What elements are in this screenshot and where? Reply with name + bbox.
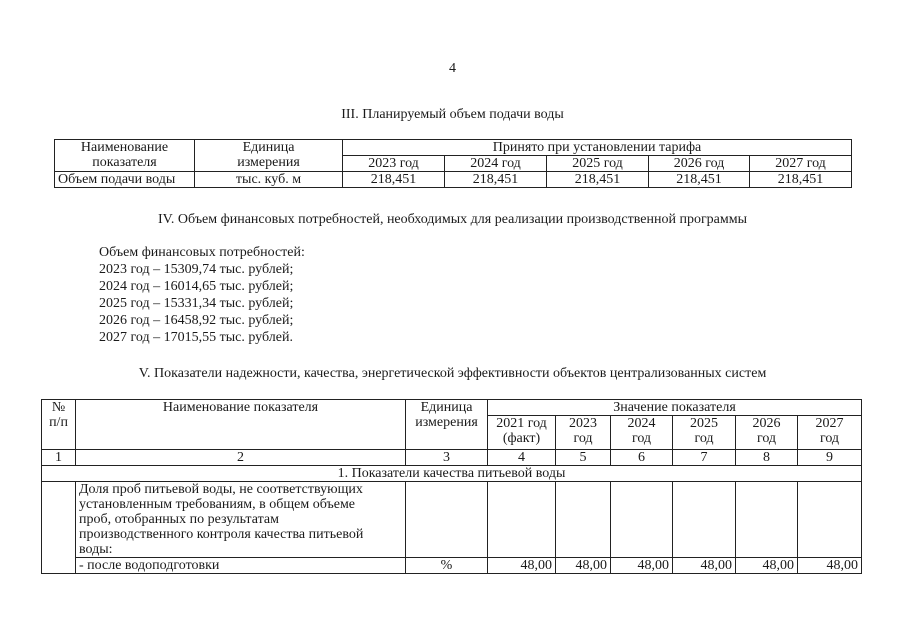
table-cell <box>798 482 862 558</box>
year-header <box>736 416 798 450</box>
table-cell: 48,00 <box>673 558 736 574</box>
group-row <box>42 466 862 482</box>
header-text: 2024 <box>627 416 656 431</box>
table-cell: 218,451 <box>343 172 445 188</box>
col-unit-header <box>195 140 343 172</box>
column-number: 8 <box>736 450 798 466</box>
year-header: 2024 год <box>445 156 547 172</box>
table-row <box>42 558 862 574</box>
table-cell: 48,00 <box>736 558 798 574</box>
col-unit-header <box>406 400 488 450</box>
section-4-title: IV. Объем финансовых потребностей, необходимых для реализации производственной программы <box>157 212 748 227</box>
table-header-row <box>42 400 862 416</box>
table-cell <box>673 482 736 558</box>
group-title: 1. Показатели качества питьевой воды <box>42 466 862 482</box>
col-name-header <box>55 140 195 172</box>
column-number: 3 <box>406 450 488 466</box>
header-text: год <box>756 431 777 446</box>
indicator-line: проб, отобранных по результатам <box>79 512 279 527</box>
column-number-row <box>42 450 862 466</box>
section-3-title: III. Планируемый объем подачи воды <box>341 107 564 122</box>
col-group-header: Принято при установлении тарифа <box>343 140 852 156</box>
header-text: (факт) <box>502 431 541 446</box>
table-cell <box>42 482 76 574</box>
column-number: 9 <box>798 450 862 466</box>
table-cell: 48,00 <box>798 558 862 574</box>
header-text: год <box>819 431 840 446</box>
indicators-table <box>41 399 862 574</box>
header-text: показателя <box>92 155 157 170</box>
column-number: 7 <box>673 450 736 466</box>
table-row <box>55 172 852 188</box>
year-header <box>488 416 556 450</box>
water-supply-table <box>54 139 852 188</box>
table-cell: 48,00 <box>556 558 611 574</box>
list-item: 2025 год – 15331,34 тыс. рублей; <box>99 296 294 311</box>
table-cell: 48,00 <box>488 558 556 574</box>
table-cell: 48,00 <box>611 558 673 574</box>
row-unit: тыс. куб. м <box>195 172 343 188</box>
row-name: Объем подачи воды <box>55 172 195 188</box>
row-name: - после водоподготовки <box>76 558 406 574</box>
list-item: 2024 год – 16014,65 тыс. рублей; <box>99 279 294 294</box>
column-number: 2 <box>76 450 406 466</box>
column-number: 1 <box>42 450 76 466</box>
year-header <box>673 416 736 450</box>
table-cell <box>556 482 611 558</box>
indicator-line: воды: <box>79 542 113 557</box>
header-text: измерения <box>237 155 300 170</box>
header-text: 2027 <box>815 416 844 431</box>
indicator-line: производственного контроля качества питьевой <box>79 527 364 542</box>
list-item: 2026 год – 16458,92 тыс. рублей; <box>99 313 294 328</box>
header-text: п/п <box>49 415 68 430</box>
column-number: 5 <box>556 450 611 466</box>
table-cell <box>488 482 556 558</box>
year-header: 2026 год <box>649 156 750 172</box>
financial-needs-list <box>99 244 305 346</box>
col-num-header <box>42 400 76 450</box>
year-header <box>611 416 673 450</box>
table-cell: 218,451 <box>649 172 750 188</box>
page-number: 4 <box>449 61 456 76</box>
section-5-title: V. Показатели надежности, качества, энергетической эффективности объектов централизованных систем <box>138 366 767 381</box>
indicator-name <box>76 482 406 558</box>
header-text: 2023 <box>569 416 597 431</box>
col-name-header: Наименование показателя <box>76 400 406 450</box>
table-cell: 218,451 <box>750 172 852 188</box>
year-header <box>798 416 862 450</box>
column-number: 4 <box>488 450 556 466</box>
header-text: год <box>694 431 714 446</box>
year-header: 2025 год <box>547 156 649 172</box>
indicator-line: установленным требованиям, в общем объеме <box>79 497 356 512</box>
header-text: 2025 <box>690 416 718 431</box>
table-header-row <box>55 140 852 156</box>
year-header: 2023 год <box>343 156 445 172</box>
table-cell <box>611 482 673 558</box>
header-text: измерения <box>415 415 478 430</box>
table-cell <box>736 482 798 558</box>
header-text: год <box>631 431 652 446</box>
table-cell: 218,451 <box>547 172 649 188</box>
header-text: Наименование <box>80 140 169 155</box>
year-header: 2027 год <box>750 156 852 172</box>
year-header <box>556 416 611 450</box>
list-item: 2027 год – 17015,55 тыс. рублей. <box>99 330 293 345</box>
header-text: год <box>573 431 593 446</box>
indicator-line: Доля проб питьевой воды, не соответствующих <box>79 482 363 497</box>
header-text: Единица <box>242 140 295 155</box>
column-number: 6 <box>611 450 673 466</box>
list-item: 2023 год – 15309,74 тыс. рублей; <box>99 262 294 277</box>
table-cell <box>406 482 488 558</box>
header-text: 2021 год <box>496 416 547 431</box>
header-text: Единица <box>420 400 473 415</box>
header-text: 2026 <box>752 416 781 431</box>
row-unit: % <box>406 558 488 574</box>
col-value-header: Значение показателя <box>488 400 862 416</box>
table-cell: 218,451 <box>445 172 547 188</box>
list-item: Объем финансовых потребностей: <box>99 245 305 260</box>
table-row <box>42 482 862 558</box>
header-text: № <box>51 400 66 415</box>
